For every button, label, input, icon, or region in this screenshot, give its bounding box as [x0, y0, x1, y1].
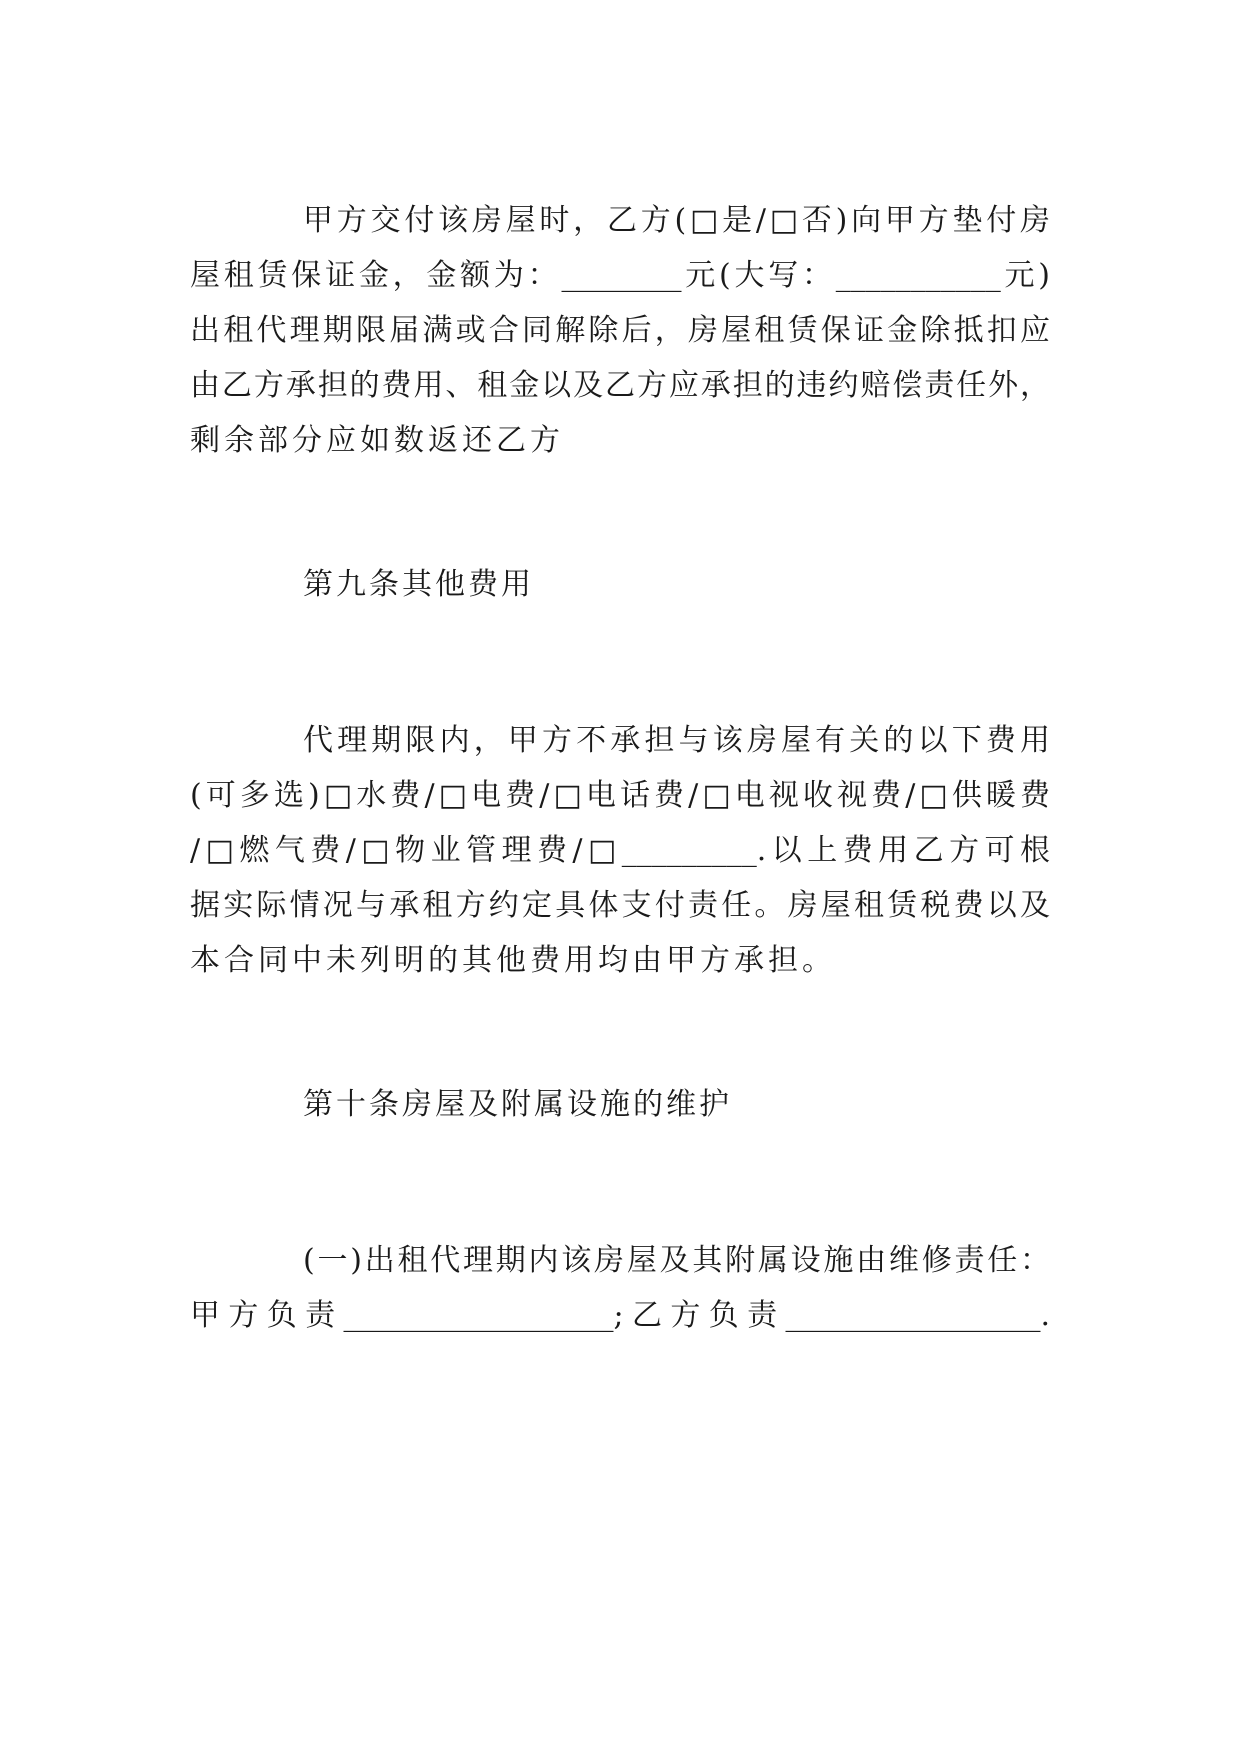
- paragraph-1-line-3: 出租代理期限届满或合同解除后，房屋租赁保证金除抵扣应: [190, 313, 1050, 348]
- paragraph-1-line-2: 屋租赁保证金，金额为：________元(大写：___________元): [190, 258, 1050, 293]
- paragraph-2-line-4: 据实际情况与承租方约定具体支付责任。房屋租赁税费以及: [190, 888, 1050, 923]
- paragraph-1-line-4: 由乙方承担的费用、租金以及乙方应承担的违约赔偿责任外，: [190, 368, 1050, 403]
- paragraph-2-line-3: /□燃气费/□物业管理费/□_________.以上费用乙方可根: [190, 833, 1050, 868]
- paragraph-1-line-1: 甲方交付该房屋时，乙方(□是/□否)向甲方垫付房: [303, 203, 1050, 238]
- section-heading-10: 第十条房屋及附属设施的维护: [303, 1087, 732, 1122]
- section-heading-9: 第九条其他费用: [303, 567, 534, 602]
- paragraph-3-line-1: (一)出租代理期内该房屋及其附属设施由维修责任：: [303, 1243, 1050, 1278]
- paragraph-3-line-2: 甲方负责__________________;乙方负责_________________.: [190, 1298, 1050, 1333]
- paragraph-2-line-5: 本合同中未列明的其他费用均由甲方承担。: [190, 943, 836, 978]
- paragraph-2-line-1: 代理期限内，甲方不承担与该房屋有关的以下费用: [303, 723, 1050, 758]
- paragraph-2-line-2: (可多选)□水费/□电费/□电话费/□电视收视费/□供暖费: [190, 778, 1050, 813]
- paragraph-1-line-5: 剩余部分应如数返还乙方: [190, 423, 564, 458]
